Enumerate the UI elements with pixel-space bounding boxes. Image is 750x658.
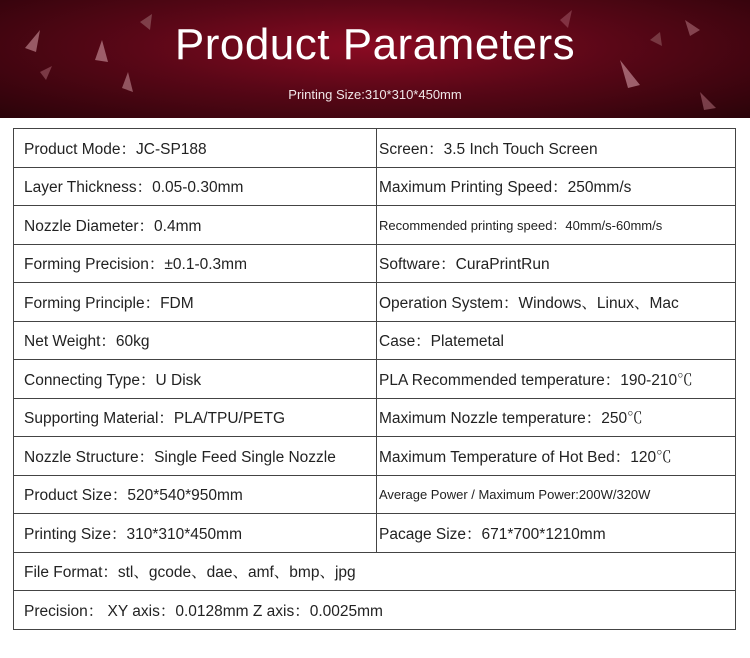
- param-cell: Product Size：520*540*950mm: [14, 475, 377, 514]
- param-cell: Case：Platemetal: [377, 321, 736, 360]
- parameters-table: [13, 128, 736, 630]
- param-cell: Recommended printing speed：40mm/s-60mm/s: [377, 206, 736, 245]
- table-row: [14, 591, 736, 630]
- param-cell: Nozzle Diameter：0.4mm: [14, 206, 377, 245]
- param-cell: Layer Thickness：0.05-0.30mm: [14, 167, 377, 206]
- param-cell: Printing Size：310*310*450mm: [14, 514, 377, 553]
- param-cell: Net Weight：60kg: [14, 321, 377, 360]
- param-cell: Pacage Size：671*700*1210mm: [377, 514, 736, 553]
- param-cell: Operation System：Windows、Linux、Mac: [377, 283, 736, 322]
- page-subtitle: Printing Size:310*310*450mm: [288, 87, 462, 102]
- param-cell: Forming Principle：FDM: [14, 283, 377, 322]
- param-cell-full: File Format：stl、gcode、dae、amf、bmp、jpg: [14, 552, 736, 591]
- table-row: [14, 283, 736, 322]
- table-row: [14, 167, 736, 206]
- table-row: [14, 475, 736, 514]
- param-cell: Maximum Nozzle temperature：250℃: [377, 398, 736, 437]
- table-row: [14, 514, 736, 553]
- parameters-table-wrap: [13, 128, 736, 630]
- param-cell-full: Precision： XY axis：0.0128mm Z axis：0.0025mm: [14, 591, 736, 630]
- param-cell: Forming Precision：±0.1-0.3mm: [14, 244, 377, 283]
- param-cell: Average Power / Maximum Power:200W/320W: [377, 475, 736, 514]
- table-row: [14, 552, 736, 591]
- param-cell: Maximum Temperature of Hot Bed：120℃: [377, 437, 736, 476]
- page-title: Product Parameters: [174, 20, 576, 69]
- param-cell: Connecting Type：U Disk: [14, 360, 377, 399]
- param-cell: Nozzle Structure：Single Feed Single Nozzle: [14, 437, 377, 476]
- table-row: [14, 206, 736, 245]
- header-banner: [0, 0, 750, 118]
- table-row: [14, 398, 736, 437]
- param-cell: PLA Recommended temperature：190-210℃: [377, 360, 736, 399]
- param-cell: Software：CuraPrintRun: [377, 244, 736, 283]
- table-row: [14, 360, 736, 399]
- table-row: [14, 129, 736, 168]
- param-cell: Maximum Printing Speed：250mm/s: [377, 167, 736, 206]
- table-row: [14, 244, 736, 283]
- param-cell: Supporting Material：PLA/TPU/PETG: [14, 398, 377, 437]
- table-row: [14, 437, 736, 476]
- param-cell: Product Mode：JC-SP188: [14, 129, 377, 168]
- table-row: [14, 321, 736, 360]
- param-cell: Screen：3.5 Inch Touch Screen: [377, 129, 736, 168]
